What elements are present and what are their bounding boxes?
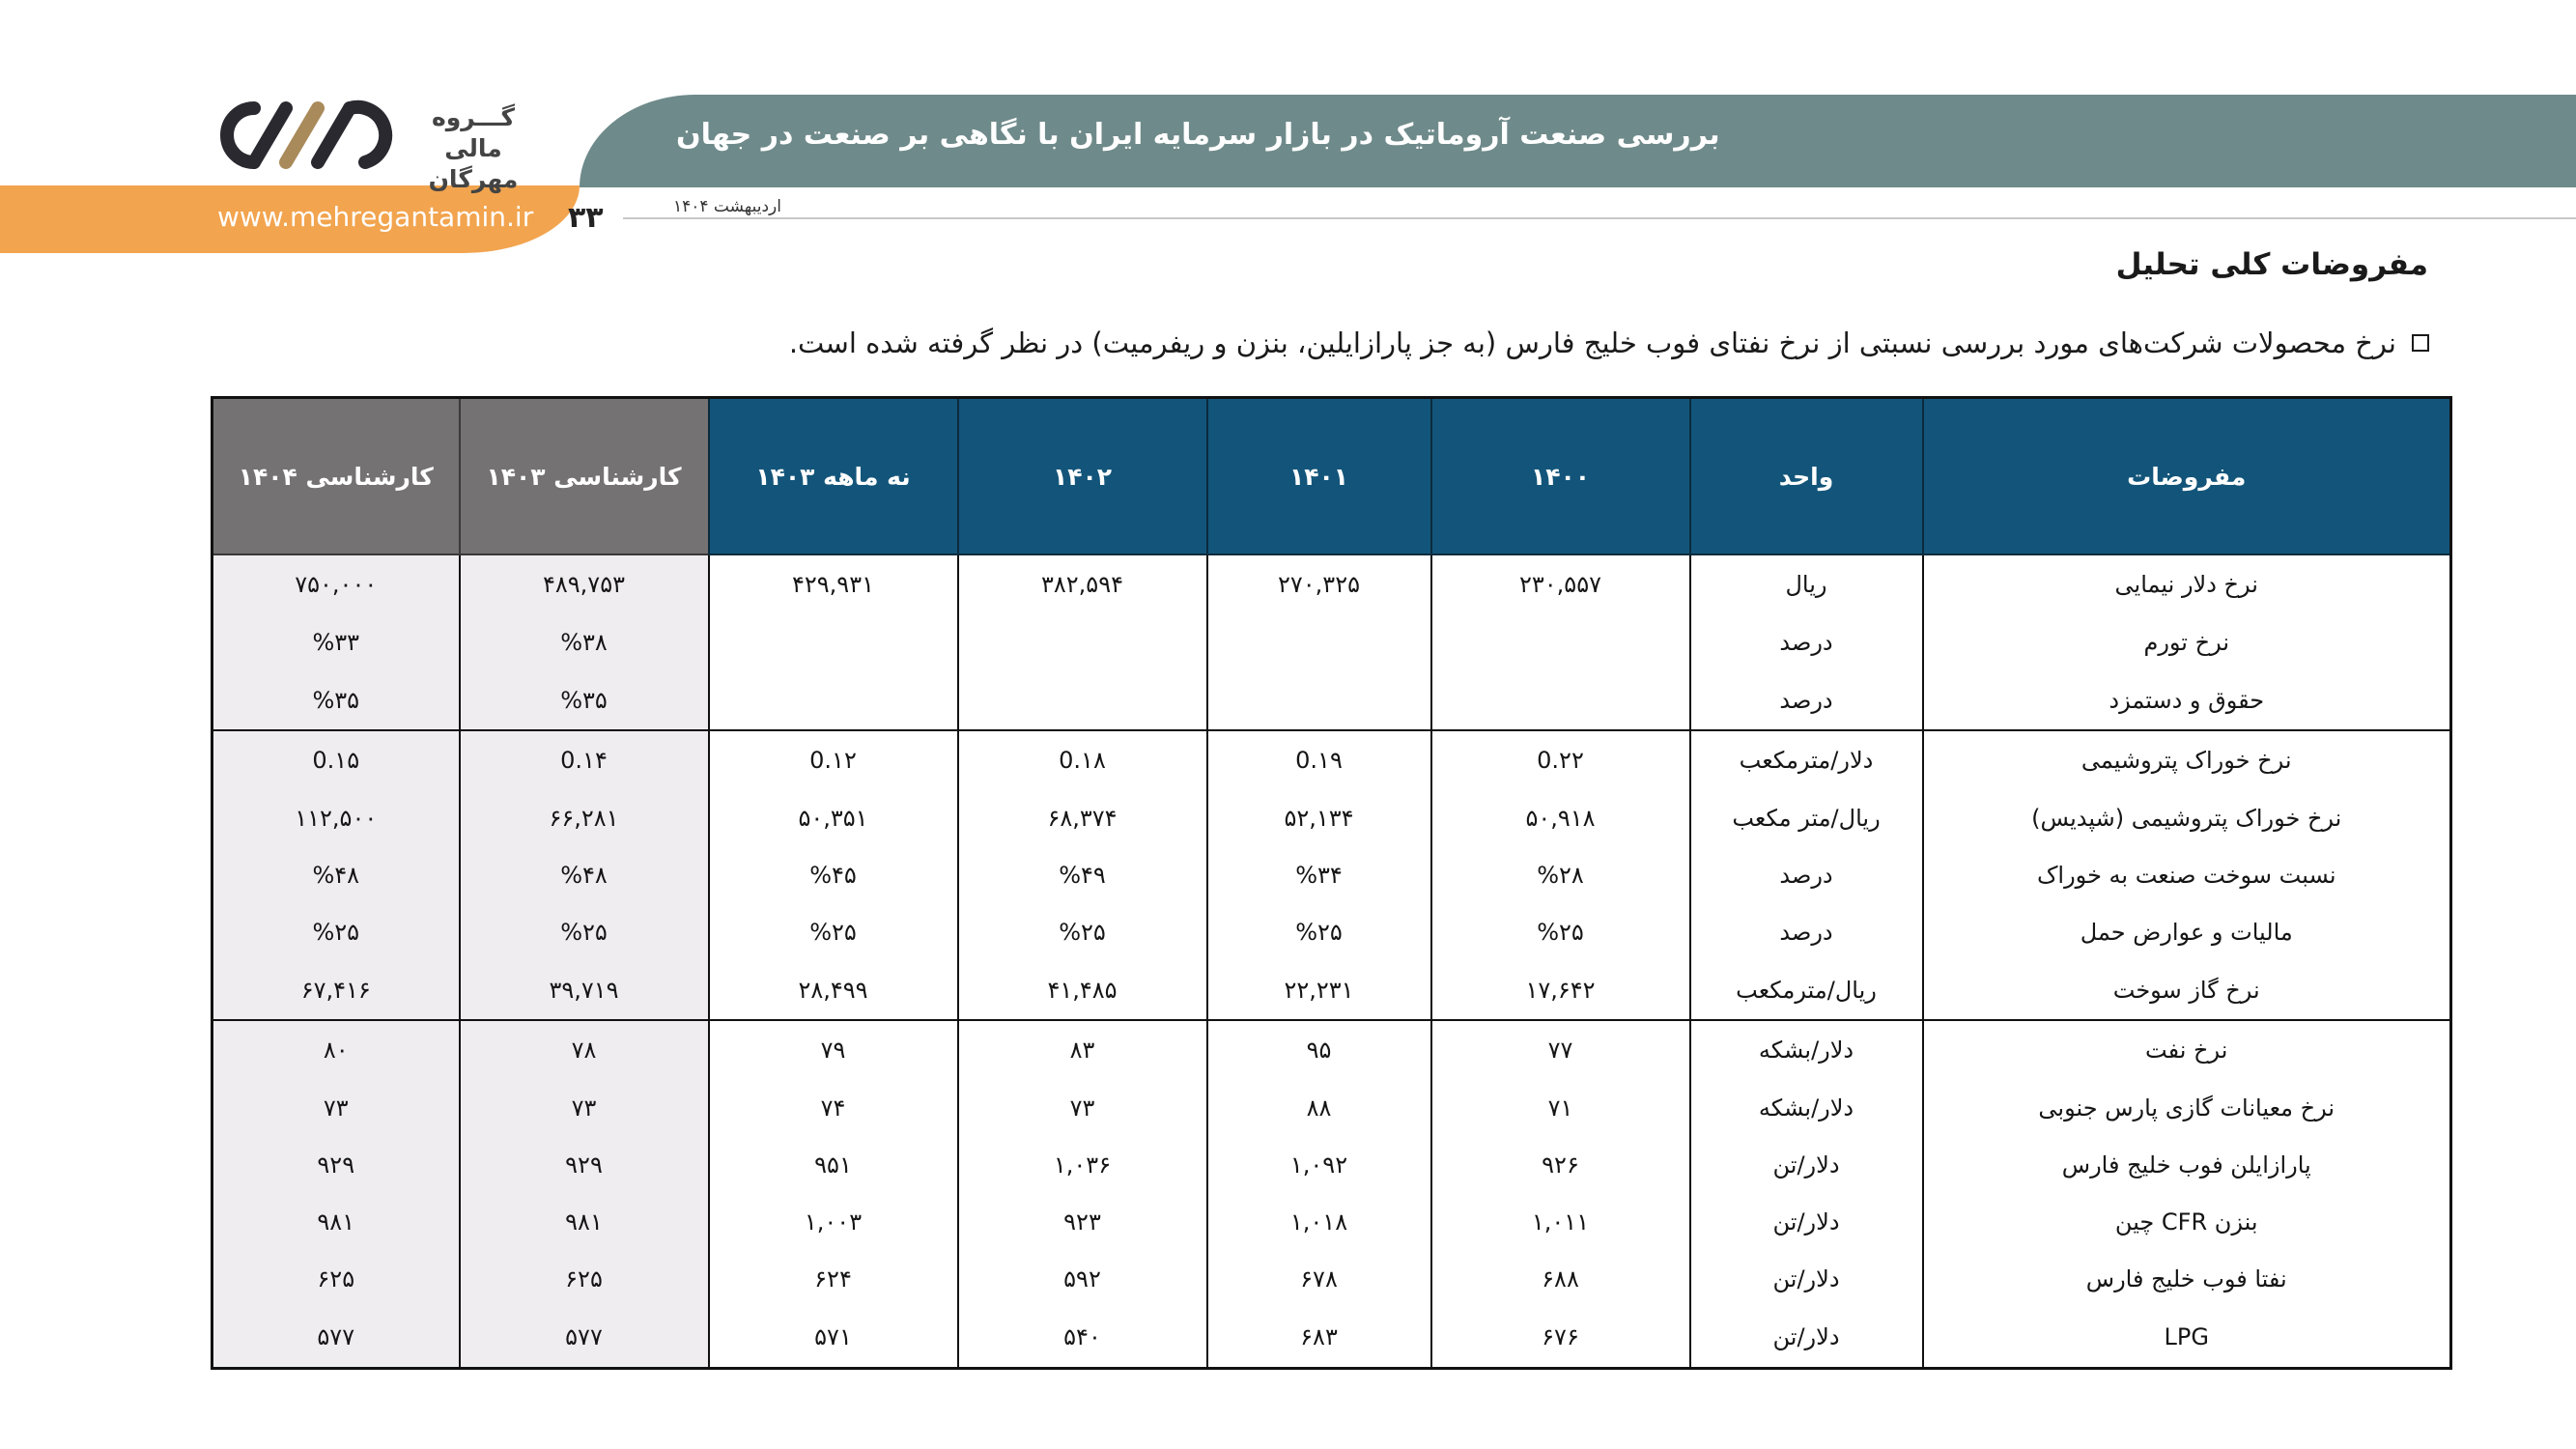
table-row <box>212 613 2451 670</box>
value-cell: ۲۸,۴۹۹ <box>709 961 958 1020</box>
value-cell: ۶۲۴ <box>709 1251 958 1308</box>
value-cell: ۵۷۷ <box>212 1308 460 1369</box>
value-cell: ۲۳۰,۵۵۷ <box>1431 554 1690 613</box>
column-header: ۱۴۰۰ <box>1431 398 1690 555</box>
value-cell: ۷۳ <box>212 1079 460 1136</box>
unit-cell: درصد <box>1690 903 1923 960</box>
value-cell: ۱,۰۳۶ <box>958 1136 1207 1193</box>
assumption-name-cell: مالیات و عوارض حمل <box>1923 903 2451 960</box>
unit-cell: دلار/تن <box>1690 1194 1923 1251</box>
value-cell: %۳۴ <box>1207 846 1431 903</box>
table-row <box>212 1251 2451 1308</box>
column-header: نه ماهه ۱۴۰۳ <box>709 398 958 555</box>
value-cell: ۱,۰۱۸ <box>1207 1194 1431 1251</box>
value-cell: ۱۱۲,۵۰۰ <box>212 789 460 846</box>
assumption-name-cell: نرخ گاز سوخت <box>1923 961 2451 1020</box>
assumption-name-cell: نسبت سوخت صنعت به خوراک <box>1923 846 2451 903</box>
column-header: ۱۴۰۱ <box>1207 398 1431 555</box>
company-logo-icon <box>211 97 409 174</box>
value-cell: ۷۷ <box>1431 1020 1690 1079</box>
assumptions-table <box>211 396 2452 1370</box>
value-cell: %۴۵ <box>709 846 958 903</box>
value-cell: 0.۱۵ <box>212 730 460 789</box>
value-cell: ۵۰,۳۵۱ <box>709 789 958 846</box>
table-row <box>212 1020 2451 1079</box>
value-cell: ۹۵۱ <box>709 1136 958 1193</box>
header-divider <box>623 217 2576 219</box>
unit-cell: دلار/تن <box>1690 1136 1923 1193</box>
assumption-name-cell: نرخ نفت <box>1923 1020 2451 1079</box>
value-cell: %۲۵ <box>212 903 460 960</box>
value-cell: ۸۳ <box>958 1020 1207 1079</box>
website-link[interactable]: www.mehregantamin.ir <box>217 201 534 233</box>
page-number: ۳۳ <box>568 201 604 235</box>
value-cell: ۷۱ <box>1431 1079 1690 1136</box>
table-row <box>212 730 2451 789</box>
value-cell: ۴۲۹,۹۳۱ <box>709 554 958 613</box>
value-cell: ۹۲۶ <box>1431 1136 1690 1193</box>
value-cell: %۲۵ <box>958 903 1207 960</box>
value-cell: ۷۳ <box>958 1079 1207 1136</box>
column-header: ۱۴۰۲ <box>958 398 1207 555</box>
value-cell: ۴۱,۴۸۵ <box>958 961 1207 1020</box>
assumption-name-cell: نرخ خوراک پتروشیمی (شپدیس) <box>1923 789 2451 846</box>
value-cell: ۶۶,۲۸۱ <box>460 789 709 846</box>
table-row <box>212 903 2451 960</box>
assumption-name-cell: نرخ معیانات گازی پارس جنوبی <box>1923 1079 2451 1136</box>
table-row <box>212 789 2451 846</box>
table-row <box>212 846 2451 903</box>
value-cell <box>1207 613 1431 670</box>
value-cell: %۲۸ <box>1431 846 1690 903</box>
value-cell: ۶۷۶ <box>1431 1308 1690 1369</box>
value-cell: ۷۵۰,۰۰۰ <box>212 554 460 613</box>
value-cell: ۷۹ <box>709 1020 958 1079</box>
table-row <box>212 1194 2451 1251</box>
value-cell: %۳۸ <box>460 613 709 670</box>
value-cell: ۶۷۸ <box>1207 1251 1431 1308</box>
value-cell: ۴۸۹,۷۵۳ <box>460 554 709 613</box>
unit-cell: دلار/بشکه <box>1690 1079 1923 1136</box>
unit-cell: درصد <box>1690 670 1923 729</box>
unit-cell: دلار/تن <box>1690 1251 1923 1308</box>
table-row <box>212 1308 2451 1369</box>
value-cell: ۹۵ <box>1207 1020 1431 1079</box>
value-cell: ۸۸ <box>1207 1079 1431 1136</box>
value-cell <box>709 613 958 670</box>
value-cell: ۵۲,۱۳۴ <box>1207 789 1431 846</box>
assumption-name-cell: نرخ دلار نیمایی <box>1923 554 2451 613</box>
assumption-name-cell: نرخ تورم <box>1923 613 2451 670</box>
company-logo-text: گـــروه مالی مهرگان <box>428 103 519 193</box>
value-cell: ۲۷۰,۳۲۵ <box>1207 554 1431 613</box>
value-cell: ۷۸ <box>460 1020 709 1079</box>
value-cell: %۲۵ <box>1207 903 1431 960</box>
value-cell: ۸۰ <box>212 1020 460 1079</box>
value-cell: 0.۱۸ <box>958 730 1207 789</box>
value-cell: ۶۲۵ <box>212 1251 460 1308</box>
assumption-name-cell: LPG <box>1923 1308 2451 1369</box>
checkbox-bullet-icon <box>2412 334 2429 352</box>
value-cell: %۲۵ <box>709 903 958 960</box>
bullet-text: نرخ محصولات شرکت‌های مورد بررسی نسبتی از نرخ نفتای فوب خلیج فارس (به جز پارازایلین، بنزن و ریفرمیت) در نظر گرفته شده است. <box>788 327 2396 359</box>
value-cell: ۶۸,۳۷۴ <box>958 789 1207 846</box>
value-cell <box>1431 670 1690 729</box>
unit-cell: دلار/بشکه <box>1690 1020 1923 1079</box>
value-cell: ۵۷۷ <box>460 1308 709 1369</box>
value-cell: ۹۲۹ <box>212 1136 460 1193</box>
value-cell: ۱,۰۰۳ <box>709 1194 958 1251</box>
assumption-name-cell: بنزن CFR چین <box>1923 1194 2451 1251</box>
value-cell <box>709 670 958 729</box>
value-cell: 0.۲۲ <box>1431 730 1690 789</box>
unit-cell: ریال/متر مکعب <box>1690 789 1923 846</box>
value-cell: ۲۲,۲۳۱ <box>1207 961 1431 1020</box>
value-cell <box>958 613 1207 670</box>
value-cell: ۱۷,۶۴۲ <box>1431 961 1690 1020</box>
table-row <box>212 961 2451 1020</box>
unit-cell: درصد <box>1690 846 1923 903</box>
value-cell <box>1207 670 1431 729</box>
value-cell: %۴۹ <box>958 846 1207 903</box>
assumptions-table-container <box>211 396 2449 1370</box>
value-cell: ۹۲۹ <box>460 1136 709 1193</box>
value-cell: 0.۱۹ <box>1207 730 1431 789</box>
value-cell <box>958 670 1207 729</box>
value-cell: %۴۸ <box>460 846 709 903</box>
section-title: مفروضات کلی تحلیل <box>2115 247 2428 282</box>
unit-cell: ریال <box>1690 554 1923 613</box>
table-row <box>212 1079 2451 1136</box>
value-cell: 0.۱۲ <box>709 730 958 789</box>
value-cell: ۶۸۸ <box>1431 1251 1690 1308</box>
unit-cell: ریال/مترمکعب <box>1690 961 1923 1020</box>
column-header: مفروضات <box>1923 398 2451 555</box>
report-date: اردیبهشت ۱۴۰۴ <box>673 197 781 216</box>
value-cell: ۵۹۲ <box>958 1251 1207 1308</box>
value-cell: ۹۸۱ <box>460 1194 709 1251</box>
value-cell: %۳۵ <box>212 670 460 729</box>
column-header: کارشناسی ۱۴۰۴ <box>212 398 460 555</box>
value-cell: ۷۴ <box>709 1079 958 1136</box>
value-cell: %۲۵ <box>460 903 709 960</box>
value-cell: ۵۰,۹۱۸ <box>1431 789 1690 846</box>
value-cell: ۱,۰۱۱ <box>1431 1194 1690 1251</box>
value-cell: ۹۸۱ <box>212 1194 460 1251</box>
value-cell: ۶۷,۴۱۶ <box>212 961 460 1020</box>
value-cell: %۴۸ <box>212 846 460 903</box>
value-cell: 0.۱۴ <box>460 730 709 789</box>
table-row <box>212 670 2451 729</box>
bullet-item <box>789 327 2429 359</box>
value-cell: %۳۵ <box>460 670 709 729</box>
assumption-name-cell: نرخ خوراک پتروشیمی <box>1923 730 2451 789</box>
unit-cell: دلار/تن <box>1690 1308 1923 1369</box>
value-cell: ۳۹,۷۱۹ <box>460 961 709 1020</box>
assumption-name-cell: نفتا فوب خلیج فارس <box>1923 1251 2451 1308</box>
value-cell: ۵۴۰ <box>958 1308 1207 1369</box>
unit-cell: درصد <box>1690 613 1923 670</box>
unit-cell: دلار/مترمکعب <box>1690 730 1923 789</box>
report-title: بررسی صنعت آروماتیک در بازار سرمایه ایران با نگاهی بر صنعت در جهان <box>676 118 1720 152</box>
value-cell: ۶۸۳ <box>1207 1308 1431 1369</box>
column-header: واحد <box>1690 398 1923 555</box>
assumption-name-cell: پارازایلن فوب خلیج فارس <box>1923 1136 2451 1193</box>
table-row <box>212 554 2451 613</box>
value-cell: %۳۳ <box>212 613 460 670</box>
value-cell: ۹۲۳ <box>958 1194 1207 1251</box>
value-cell: %۲۵ <box>1431 903 1690 960</box>
value-cell: ۶۲۵ <box>460 1251 709 1308</box>
value-cell <box>1431 613 1690 670</box>
column-header: کارشناسی ۱۴۰۳ <box>460 398 709 555</box>
table-header-row <box>212 398 2451 555</box>
value-cell: ۳۸۲,۵۹۴ <box>958 554 1207 613</box>
assumption-name-cell: حقوق و دستمزد <box>1923 670 2451 729</box>
value-cell: ۱,۰۹۲ <box>1207 1136 1431 1193</box>
value-cell: ۷۳ <box>460 1079 709 1136</box>
value-cell: ۵۷۱ <box>709 1308 958 1369</box>
table-row <box>212 1136 2451 1193</box>
